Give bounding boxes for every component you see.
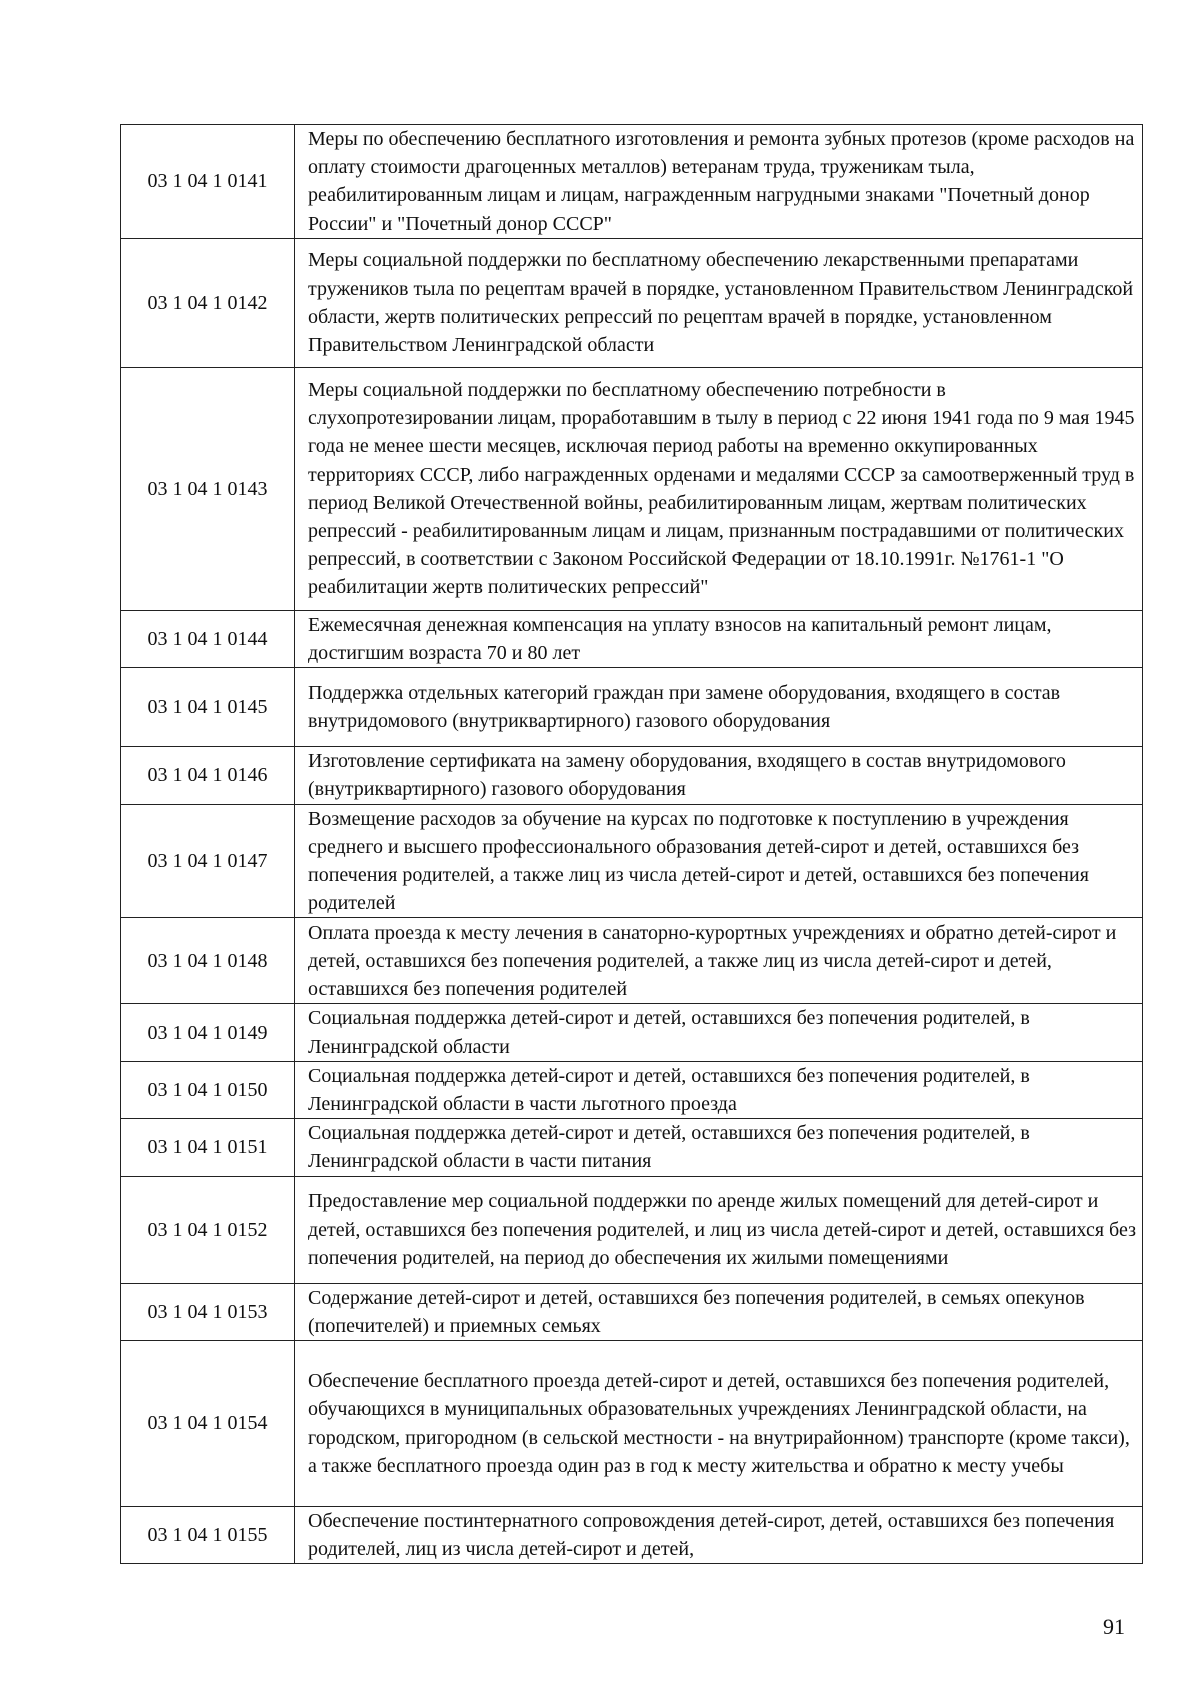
table-row <box>121 1004 1143 1061</box>
table-row <box>121 804 1143 918</box>
table-row <box>121 1341 1143 1507</box>
description-cell: Социальная поддержка детей-сирот и детей, оставшихся без попечения родителей, в Ленинградской области в части питания <box>295 1119 1143 1176</box>
budget-code-cell: 03 1 04 1 0147 <box>121 804 295 918</box>
table-row <box>121 1176 1143 1283</box>
table-row <box>121 125 1143 239</box>
description-cell: Социальная поддержка детей-сирот и детей, оставшихся без попечения родителей, в Ленинградской области <box>295 1004 1143 1061</box>
description-cell: Ежемесячная денежная компенсация на уплату взносов на капитальный ремонт лицам, достигшим возраста 70 и 80 лет <box>295 610 1143 667</box>
description-cell: Поддержка отдельных категорий граждан при замене оборудования, входящего в состав внутридомового (внутриквартирного) газового оборудования <box>295 668 1143 747</box>
table-row <box>121 238 1143 367</box>
table-row <box>121 918 1143 1004</box>
description-cell: Меры социальной поддержки по бесплатному обеспечению лекарственными препаратами тружеников тыла по рецептам врачей в порядке, установленном Правительством Ленинградской области, жертв политических репрессий по рецептам врачей в порядке, установленном Правительством Ленинградской области <box>295 238 1143 367</box>
budget-code-cell: 03 1 04 1 0154 <box>121 1341 295 1507</box>
description-cell: Социальная поддержка детей-сирот и детей, оставшихся без попечения родителей, в Ленинградской области в части льготного проезда <box>295 1061 1143 1118</box>
budget-code-cell: 03 1 04 1 0141 <box>121 125 295 239</box>
description-cell: Обеспечение постинтернатного сопровождения детей-сирот, детей, оставшихся без попечения родителей, лиц из числа детей-сирот и детей, <box>295 1507 1143 1564</box>
budget-code-cell: 03 1 04 1 0145 <box>121 668 295 747</box>
table-row <box>121 367 1143 610</box>
budget-code-cell: 03 1 04 1 0150 <box>121 1061 295 1118</box>
table-row <box>121 1119 1143 1176</box>
description-cell: Обеспечение бесплатного проезда детей-сирот и детей, оставшихся без попечения родителей, обучающихся в муниципальных образовательных учреждениях Ленинградской области, на городском, пригородном (в сельской местности - на внутрирайонном) транспорте (кроме такси), а также бесплатного проезда один раз в год к месту жительства и обратно к месту учебы <box>295 1341 1143 1507</box>
table-row <box>121 1283 1143 1340</box>
description-cell: Изготовление сертификата на замену оборудования, входящего в состав внутридомового (внутриквартирного) газового оборудования <box>295 747 1143 804</box>
description-cell: Предоставление мер социальной поддержки по аренде жилых помещений для детей-сирот и детей, оставшихся без попечения родителей, и лиц из числа детей-сирот и детей, оставшихся без попечения родителей, на период до обеспечения их жилыми помещениями <box>295 1176 1143 1283</box>
description-cell: Возмещение расходов за обучение на курсах по подготовке к поступлению в учреждения среднего и высшего профессионального образования детей-сирот и детей, оставшихся без попечения родителей, а также лиц из числа детей-сирот и детей, оставшихся без попечения родителей <box>295 804 1143 918</box>
budget-code-cell: 03 1 04 1 0142 <box>121 238 295 367</box>
table-row <box>121 1061 1143 1118</box>
budget-code-cell: 03 1 04 1 0153 <box>121 1283 295 1340</box>
budget-code-cell: 03 1 04 1 0152 <box>121 1176 295 1283</box>
budget-code-cell: 03 1 04 1 0148 <box>121 918 295 1004</box>
budget-code-cell: 03 1 04 1 0149 <box>121 1004 295 1061</box>
budget-code-cell: 03 1 04 1 0146 <box>121 747 295 804</box>
budget-code-cell: 03 1 04 1 0151 <box>121 1119 295 1176</box>
budget-code-cell: 03 1 04 1 0144 <box>121 610 295 667</box>
budget-code-table <box>120 124 1143 1564</box>
description-cell: Меры социальной поддержки по бесплатному обеспечению потребности в слухопротезировании лицам, проработавшим в тылу в период с 22 июня 1941 года по 9 мая 1945 года не менее шести месяцев, исключая период работы на временно оккупированных территориях СССР, либо награжденных орденами и медалями СССР за самоотверженный труд в период Великой Отечественной войны, реабилитированным лицам, жертвам политических репрессий - реабилитированным лицам и лицам, признанным пострадавшими от политических репрессий, в соответствии с Законом Российской Федерации от 18.10.1991г. №1761-1 "О реабилитации жертв политических репрессий" <box>295 367 1143 610</box>
page-number: 91 <box>1103 1614 1125 1639</box>
table-row <box>121 610 1143 667</box>
table-row <box>121 668 1143 747</box>
table-row <box>121 747 1143 804</box>
description-cell: Содержание детей-сирот и детей, оставшихся без попечения родителей, в семьях опекунов (попечителей) и приемных семьях <box>295 1283 1143 1340</box>
description-cell: Оплата проезда к месту лечения в санаторно-курортных учреждениях и обратно детей-сирот и детей, оставшихся без попечения родителей, а также лиц из числа детей-сирот и детей, оставшихся без попечения родителей <box>295 918 1143 1004</box>
budget-code-cell: 03 1 04 1 0155 <box>121 1507 295 1564</box>
description-cell: Меры по обеспечению бесплатного изготовления и ремонта зубных протезов (кроме расходов на оплату стоимости драгоценных металлов) ветеранам труда, труженикам тыла, реабилитированным лицам и лицам, награжденным нагрудными знаками "Почетный донор России" и "Почетный донор СССР" <box>295 125 1143 239</box>
table-row <box>121 1507 1143 1564</box>
budget-code-cell: 03 1 04 1 0143 <box>121 367 295 610</box>
